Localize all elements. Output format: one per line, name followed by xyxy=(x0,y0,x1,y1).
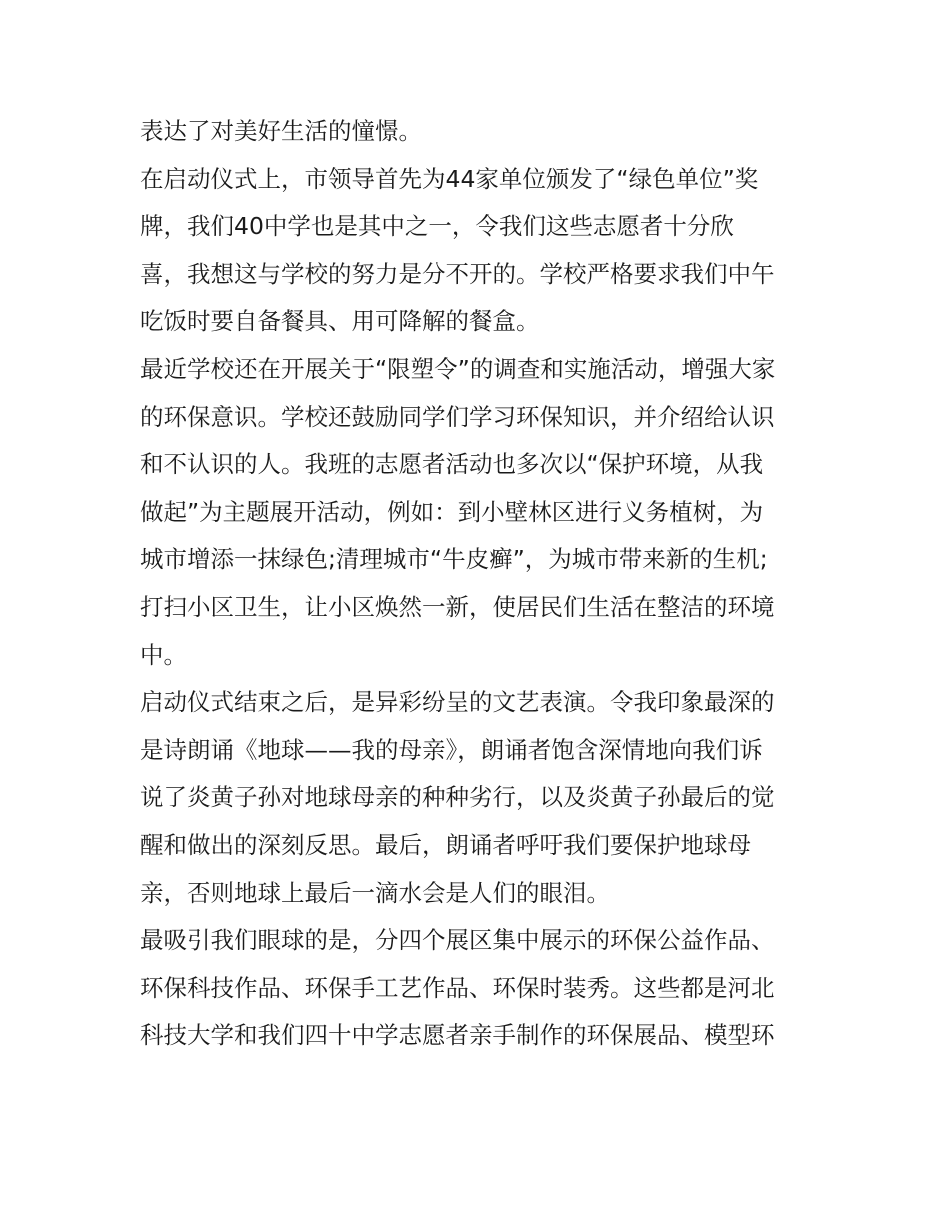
text-line: 打扫小区卫生，让小区焕然一新，使居民们生活在整洁的环境 xyxy=(140,592,775,621)
text-line: 最近学校还在开展关于“限塑令”的调查和实施活动，增强大家 xyxy=(140,354,776,383)
text-line: 在启动仪式上，市领导首先为44家单位颁发了“绿色单位”奖 xyxy=(140,164,759,193)
text-line: 表达了对美好生活的憧憬。 xyxy=(140,117,422,145)
text-line: 的环保意识。学校还鼓励同学们学习环保知识，并介绍给认识 xyxy=(140,402,775,431)
text-line: 做起”为主题展开活动，例如：到小壁林区进行义务植树，为 xyxy=(140,497,764,526)
text-line: 醒和做出的深刻反思。最后，朗诵者呼吁我们要保护地球母 xyxy=(140,830,751,859)
text-line: 中。 xyxy=(140,640,187,669)
text-line: 是诗朗诵《地球——我的母亲》，朗诵者饱含深情地向我们诉 xyxy=(140,735,763,764)
text-line: 启动仪式结束之后，是异彩纷呈的文艺表演。令我印象最深的 xyxy=(140,688,775,717)
text-line: 和不认识的人。我班的志愿者活动也多次以“保护环境，从我 xyxy=(140,450,764,479)
text-line: 城市增添一抹绿色;清理城市“牛皮癣”，为城市带来新的生机; xyxy=(140,545,768,574)
document-body xyxy=(140,108,820,1060)
text-line: 环保科技作品、环保手工艺作品、环保时装秀。这些都是河北 xyxy=(140,973,775,1002)
text-line: 亲，否则地球上最后一滴水会是人们的眼泪。 xyxy=(140,878,610,907)
text-line: 说了炎黄子孙对地球母亲的种种劣行，以及炎黄子孙最后的觉 xyxy=(140,783,775,812)
text-line: 牌，我们40中学也是其中之一，令我们这些志愿者十分欣 xyxy=(140,212,734,241)
text-line: 喜，我想这与学校的努力是分不开的。学校严格要求我们中午 xyxy=(140,259,775,288)
text-line: 最吸引我们眼球的是，分四个展区集中展示的环保公益作品、 xyxy=(140,926,775,955)
text-line: 吃饭时要自备餐具、用可降解的餐盒。 xyxy=(140,307,540,336)
text-line: 科技大学和我们四十中学志愿者亲手制作的环保展品、模型环 xyxy=(140,1021,775,1050)
